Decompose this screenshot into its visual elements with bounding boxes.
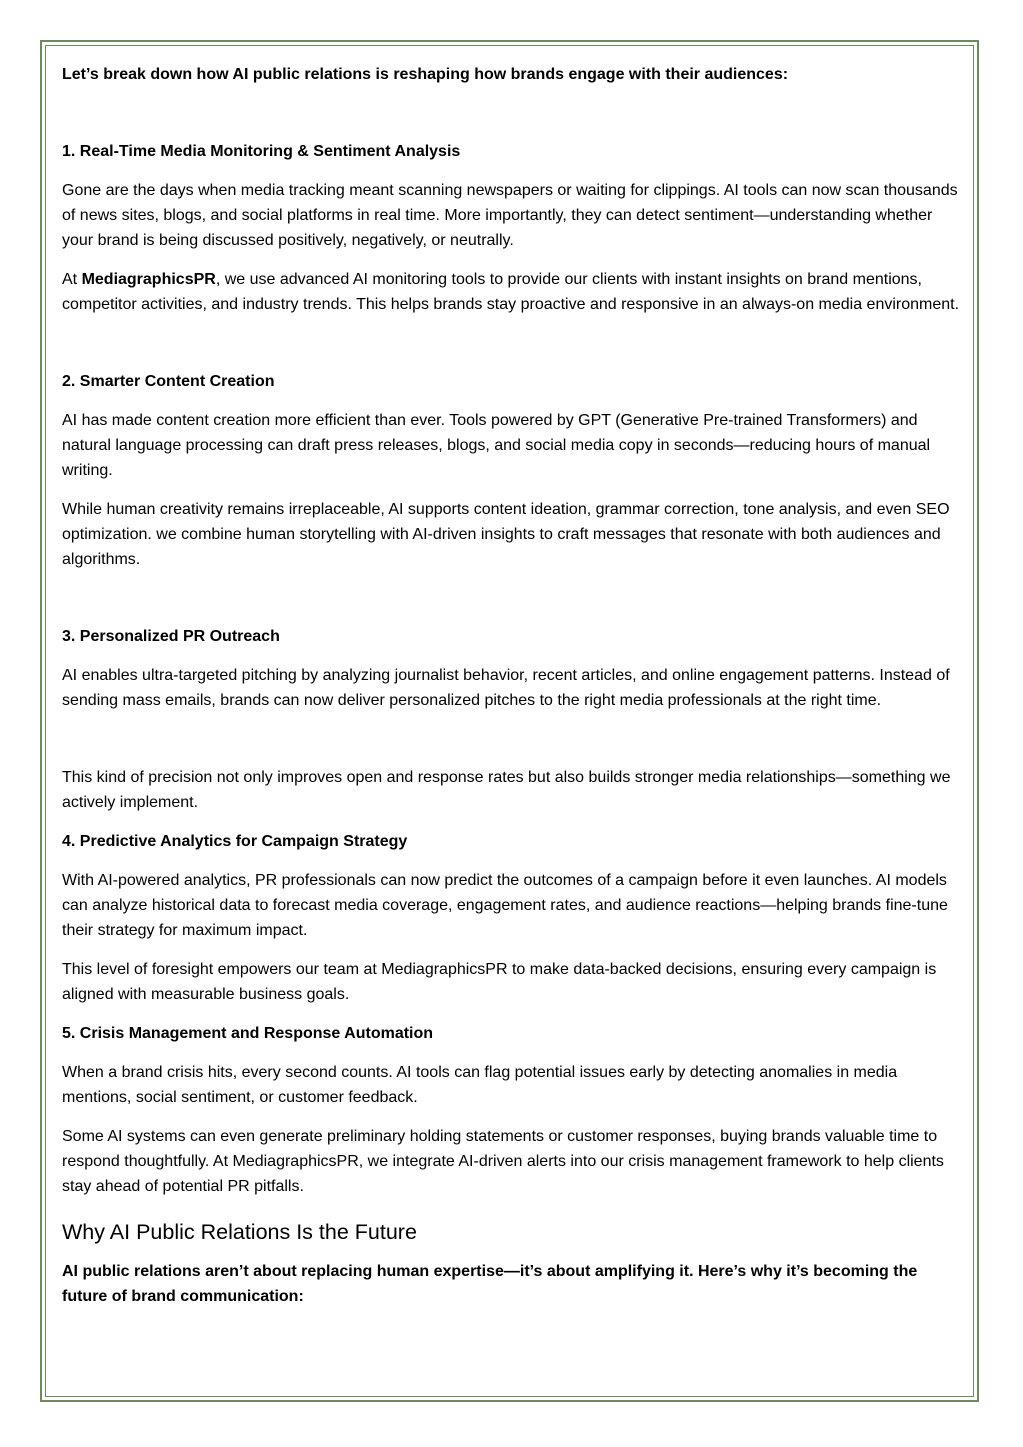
section-4-paragraph-2: This level of foresight empowers our team at MediagraphicsPR to make data-backed decisions, ensuring every campaign is aligned with measurable business goals. bbox=[62, 961, 937, 1003]
document-body bbox=[62, 62, 962, 1323]
section-4-paragraph-1: With AI-powered analytics, PR professionals can now predict the outcomes of a campaign before it even launches. AI models can analyze historical data to forecast media coverage, engagement rates, and audience reactions—helping brands fine-tune their strategy for maximum impact. bbox=[62, 872, 948, 939]
future-heading: Why AI Public Relations Is the Future bbox=[62, 1220, 417, 1244]
section-4-heading: 4. Predictive Analytics for Campaign Strategy bbox=[62, 833, 408, 850]
section-3-paragraph-1: AI enables ultra-targeted pitching by analyzing journalist behavior, recent articles, and online engagement patterns. Instead of sending mass emails, brands can now deliver personalized pitches to the right media professionals at the right time. bbox=[62, 667, 950, 709]
section-1-p2-prefix: At bbox=[62, 271, 82, 288]
section-5-paragraph-1: When a brand crisis hits, every second counts. AI tools can flag potential issues early by detecting anomalies in media mentions, social sentiment, or customer feedback. bbox=[62, 1064, 898, 1106]
section-2-paragraph-2: While human creativity remains irreplaceable, AI supports content ideation, grammar correction, tone analysis, and even SEO optimization. we combine human storytelling with AI-driven insights to craft messages that resonate with both audiences and algorithms. bbox=[62, 501, 950, 568]
section-1-p2-rest: , we use advanced AI monitoring tools to provide our clients with instant insights on brand mentions, competitor activities, and industry trends. This helps brands stay proactive and responsive in an always-on media environment. bbox=[62, 271, 960, 313]
section-5-heading: 5. Crisis Management and Response Automation bbox=[62, 1025, 434, 1042]
section-1-heading: 1. Real-Time Media Monitoring & Sentiment Analysis bbox=[62, 143, 461, 160]
future-lead: AI public relations aren’t about replacing human expertise—it’s about amplifying it. Here’s why it’s becoming the future of brand communication: bbox=[62, 1263, 918, 1305]
section-2-heading: 2. Smarter Content Creation bbox=[62, 373, 275, 390]
section-1-paragraph-1: Gone are the days when media tracking meant scanning newspapers or waiting for clippings. AI tools can now scan thousands of news sites, blogs, and social platforms in real time. More importantly, they can detect sentiment—understanding whether your brand is being discussed positively, negatively, or neutrally. bbox=[62, 182, 958, 249]
section-2-paragraph-1: AI has made content creation more efficient than ever. Tools powered by GPT (Generative Pre-trained Transformers) and natural language processing can draft press releases, blogs, and social media copy in seconds—reducing hours of manual writing. bbox=[62, 412, 931, 479]
section-3-heading: 3. Personalized PR Outreach bbox=[62, 628, 280, 645]
brand-name: MediagraphicsPR bbox=[81, 271, 216, 288]
section-3-paragraph-2: This kind of precision not only improves open and response rates but also builds stronger media relationships—something we actively implement. bbox=[62, 769, 951, 811]
intro-text: Let’s break down how AI public relations is reshaping how brands engage with their audiences: bbox=[62, 66, 789, 83]
section-5-paragraph-2: Some AI systems can even generate preliminary holding statements or customer responses, buying brands valuable time to respond thoughtfully. At MediagraphicsPR, we integrate AI-driven alerts into our crisis management framework to help clients stay ahead of potential PR pitfalls. bbox=[62, 1128, 944, 1195]
section-1-paragraph-2 bbox=[62, 267, 962, 317]
